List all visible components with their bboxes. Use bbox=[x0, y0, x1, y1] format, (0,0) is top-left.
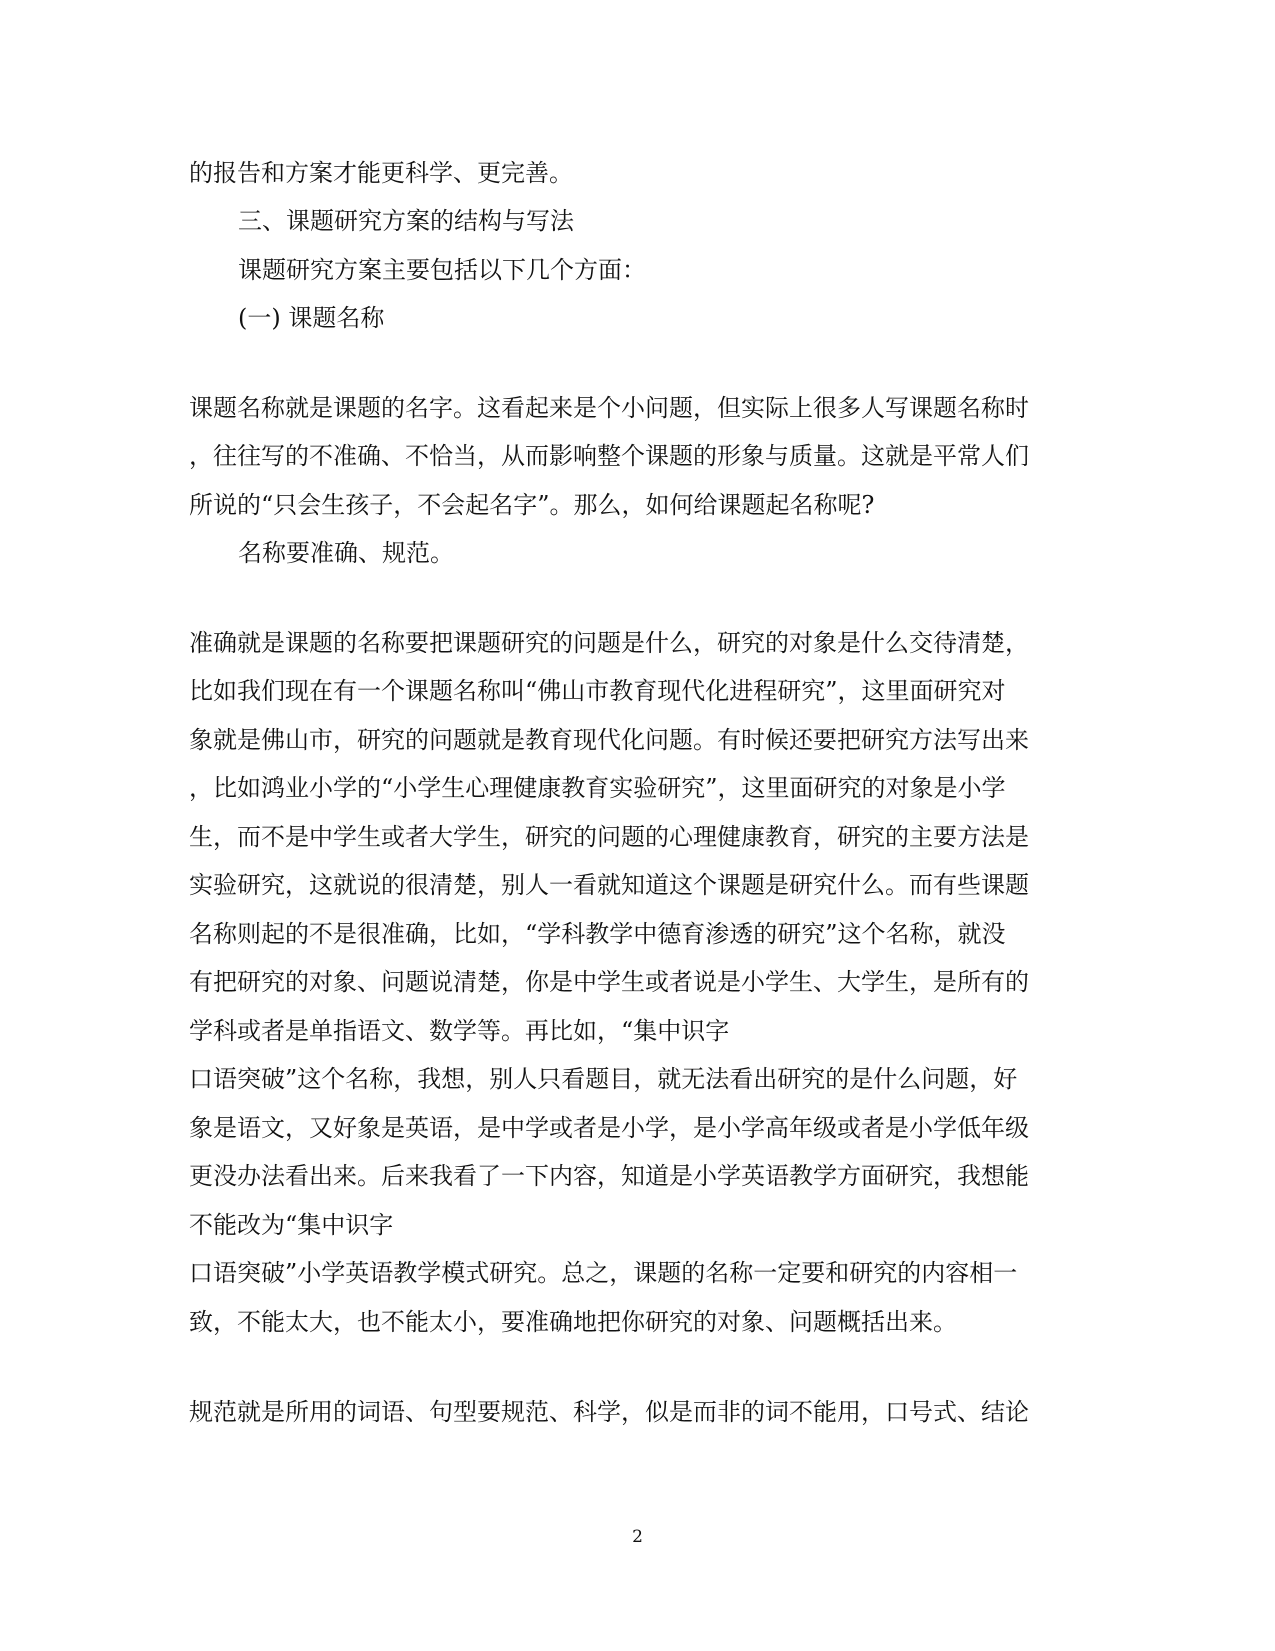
text-line: 名称要准确、规范。 bbox=[238, 539, 454, 567]
text-line: 名称则起的不是很准确，比如，“学科教学中德育渗透的研究”这个名称，就没 bbox=[189, 920, 1006, 948]
text-line: 课题名称就是课题的名字。这看起来是个小问题，但实际上很多人写课题名称时 bbox=[189, 394, 1029, 422]
text-line: 象是语文，又好象是英语，是中学或者是小学，是小学高年级或者是小学低年级 bbox=[189, 1114, 1029, 1142]
text-line: 象就是佛山市，研究的问题就是教育现代化问题。有时候还要把研究方法写出来 bbox=[189, 726, 1029, 754]
text-line: 更没办法看出来。后来我看了一下内容，知道是小学英语教学方面研究，我想能 bbox=[189, 1162, 1029, 1190]
text-line: 口语突破”小学英语教学模式研究。总之，课题的名称一定要和研究的内容相一 bbox=[189, 1259, 1018, 1287]
page-number: 2 bbox=[632, 1527, 643, 1547]
text-line: 生，而不是中学生或者大学生，研究的问题的心理健康教育，研究的主要方法是 bbox=[189, 823, 1029, 851]
text-line: 的报告和方案才能更科学、更完善。 bbox=[189, 159, 573, 187]
text-line: 实验研究，这就说的很清楚，别人一看就知道这个课题是研究什么。而有些课题 bbox=[189, 871, 1029, 899]
subsection-heading: (一) 课题名称 bbox=[238, 304, 385, 332]
section-heading: 三、课题研究方案的结构与写法 bbox=[238, 207, 574, 235]
text-line: 不能改为“集中识字 bbox=[189, 1211, 394, 1239]
text-line: 有把研究的对象、问题说清楚，你是中学生或者说是小学生、大学生，是所有的 bbox=[189, 968, 1029, 996]
text-line: 课题研究方案主要包括以下几个方面： bbox=[238, 256, 646, 284]
text-line: ，往往写的不准确、不恰当，从而影响整个课题的形象与质量。这就是平常人们 bbox=[189, 442, 1029, 470]
text-line: ，比如鸿业小学的“小学生心理健康教育实验研究”，这里面研究的对象是小学 bbox=[189, 774, 1006, 802]
text-line: 所说的“只会生孩子，不会起名字”。那么，如何给课题起名称呢? bbox=[189, 491, 875, 519]
text-line: 准确就是课题的名称要把课题研究的问题是什么，研究的对象是什么交待清楚， bbox=[189, 629, 1029, 657]
text-line: 比如我们现在有一个课题名称叫“佛山市教育现代化进程研究”，这里面研究对 bbox=[189, 677, 1006, 705]
text-line: 规范就是所用的词语、句型要规范、科学，似是而非的词不能用，口号式、结论 bbox=[189, 1398, 1029, 1426]
text-line: 致，不能太大，也不能太小，要准确地把你研究的对象、问题概括出来。 bbox=[189, 1308, 957, 1336]
text-line: 口语突破”这个名称，我想，别人只看题目，就无法看出研究的是什么问题，好 bbox=[189, 1065, 1018, 1093]
text-line: 学科或者是单指语文、数学等。再比如，“集中识字 bbox=[189, 1017, 730, 1045]
